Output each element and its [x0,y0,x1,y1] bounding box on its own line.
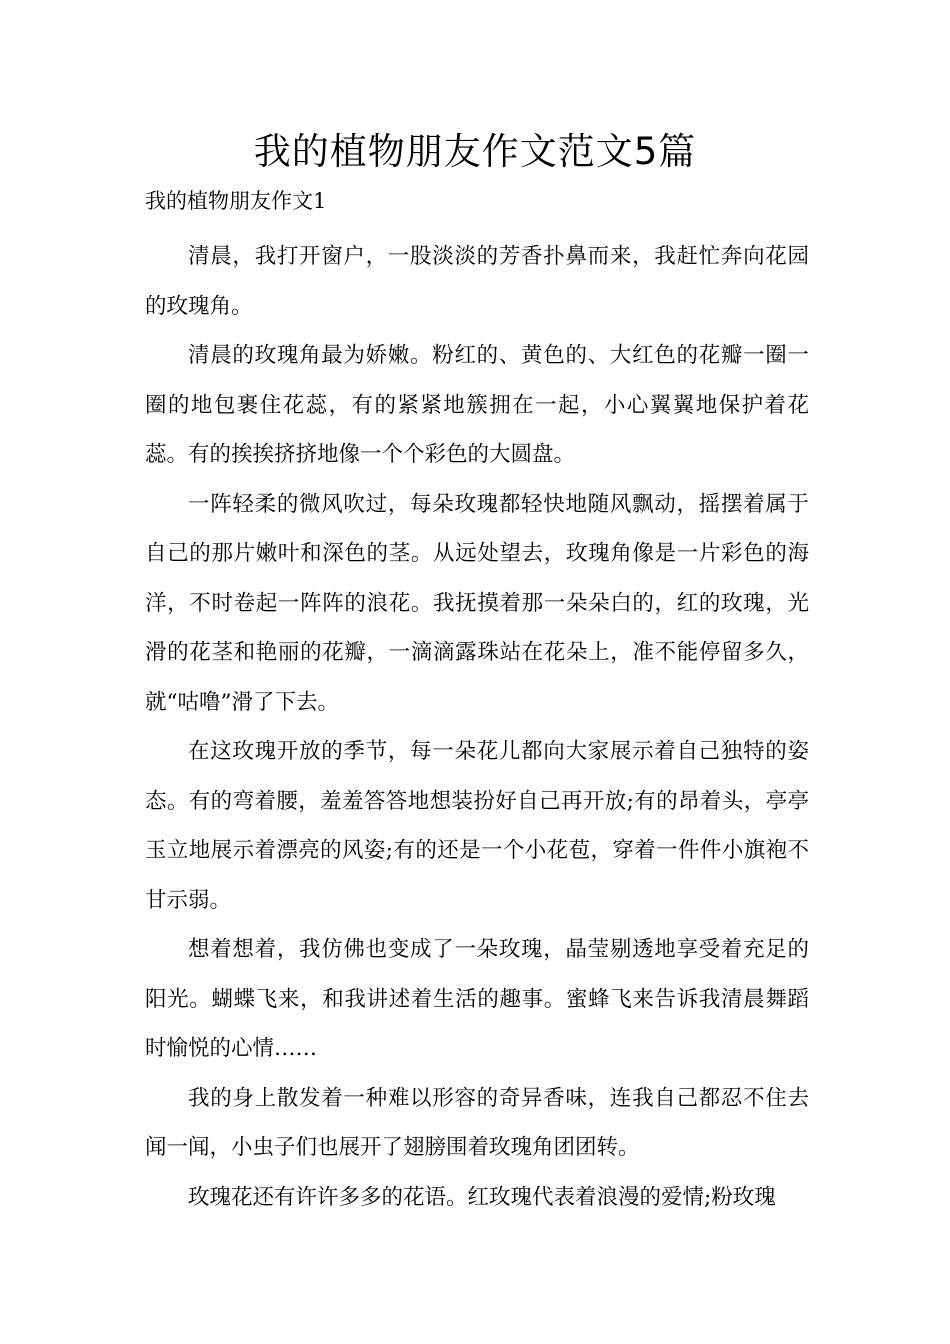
paragraph: 在这玫瑰开放的季节，每一朵花儿都向大家展示着自己独特的姿态。有的弯着腰，羞羞答答地想装扮好自己再开放;有的昂着头，亭亭玉立地展示着漂亮的风姿;有的还是一个小花苞，穿着一件件小旗袍不甘示弱。 [145,739,809,913]
document-body [145,232,809,1222]
paragraph: 想着想着，我仿佛也变成了一朵玫瑰，晶莹剔透地享受着充足的阳光。蝴蝶飞来，和我讲述着生活的趣事。蜜蜂飞来告诉我清晨舞蹈时愉悦的心情…… [145,937,809,1061]
paragraph: 清晨，我打开窗户，一股淡淡的芳香扑鼻而来，我赶忙奔向花园的玫瑰角。 [145,244,809,319]
paragraph: 玫瑰花还有许许多多的花语。红玫瑰代表着浪漫的爱情;粉玫瑰 [188,1184,776,1210]
paragraph: 清晨的玫瑰角最为娇嫩。粉红的、黄色的、大红色的花瓣一圈一圈的地包裹住花蕊，有的紧紧地簇拥在一起，小心翼翼地保护着花蕊。有的挨挨挤挤地像一个个彩色的大圆盘。 [145,343,809,467]
paragraph: 一阵轻柔的微风吹过，每朵玫瑰都轻快地随风飘动，摇摆着属于自己的那片嫩叶和深色的茎。从远处望去，玫瑰角像是一片彩色的海洋，不时卷起一阵阵的浪花。我抚摸着那一朵朵白的，红的玫瑰，光滑的花茎和艳丽的花瓣，一滴滴露珠站在花朵上，准不能停留多久，就“咕噜”滑了下去。 [145,491,809,715]
document-title: 我的植物朋友作文范文5篇 [253,130,697,173]
section-heading: 我的植物朋友作文1 [145,189,327,213]
paragraph: 我的身上散发着一种难以形容的奇异香味，连我自己都忍不住去闻一闻，小虫子们也展开了翅膀围着玫瑰角团团转。 [145,1085,809,1160]
